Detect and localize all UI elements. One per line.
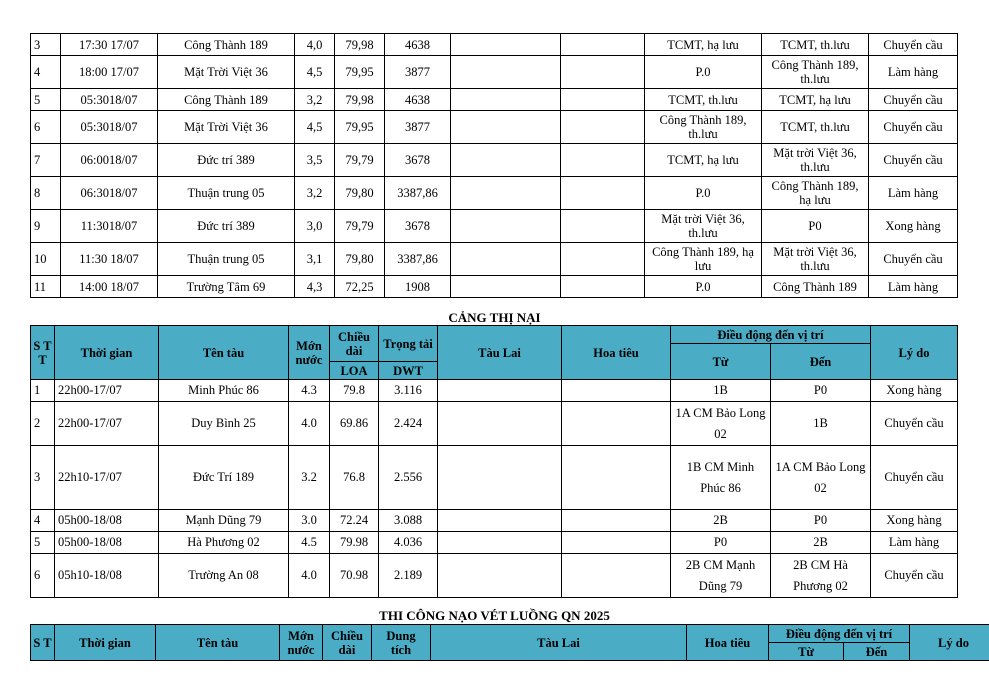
cell-pilot (561, 177, 645, 210)
cell-stt: 2 (31, 402, 55, 446)
cell-time: 11:3018/07 (61, 210, 158, 243)
cell-tonnage: 2.424 (379, 402, 438, 446)
cell-reason: Làm hàng (869, 56, 958, 89)
cell-tug (451, 276, 561, 298)
cell-length: 79,79 (335, 210, 385, 243)
cell-pilot (561, 89, 645, 111)
cell-stt: 10 (31, 243, 61, 276)
cell-ship-name: Đức trí 389 (158, 144, 295, 177)
cell-tug (451, 177, 561, 210)
cell-ship-name: Mạnh Dũng 79 (159, 510, 289, 532)
table-row (31, 532, 958, 554)
cell-tug (451, 210, 561, 243)
cell-ship-name: Công Thành 189 (158, 89, 295, 111)
cell-pilot (561, 56, 645, 89)
cell-draft: 3,1 (295, 243, 335, 276)
cell-pilot (561, 243, 645, 276)
cell-ship-name: Trường An 08 (159, 554, 289, 598)
header-length: Chiều dài (323, 625, 372, 661)
cell-tug (438, 554, 562, 598)
cell-tonnage: 3.116 (379, 380, 438, 402)
cell-tug (438, 402, 562, 446)
cell-stt: 11 (31, 276, 61, 298)
cell-from: 2B CM Mạnh Dũng 79 (671, 554, 771, 598)
cell-tug (451, 144, 561, 177)
cell-reason: Xong hàng (869, 210, 958, 243)
cell-tonnage: 4.036 (379, 532, 438, 554)
table-row (31, 144, 958, 177)
vessel-movement-table-thi-nai (30, 325, 958, 598)
cell-time: 06:0018/07 (61, 144, 158, 177)
cell-draft: 3.0 (289, 510, 330, 532)
header-volume: Dung tích (372, 625, 431, 661)
cell-reason: Xong hàng (871, 380, 958, 402)
cell-ship-name: Minh Phúc 86 (159, 380, 289, 402)
cell-from: Công Thành 189, hạ lưu (645, 243, 762, 276)
cell-pilot (561, 210, 645, 243)
header-length: Chiều dài (330, 326, 379, 362)
cell-from: P.0 (645, 177, 762, 210)
cell-length: 79.98 (330, 532, 379, 554)
cell-stt: 3 (31, 34, 61, 56)
cell-to: TCMT, th.lưu (762, 34, 869, 56)
cell-ship-name: Đức trí 389 (158, 210, 295, 243)
cell-draft: 3.2 (289, 446, 330, 510)
header-draft: Mớn nước (280, 625, 323, 661)
cell-to: 2B (771, 532, 871, 554)
cell-length: 76.8 (330, 446, 379, 510)
cell-draft: 3,0 (295, 210, 335, 243)
header-ship-name: Tên tàu (159, 326, 289, 380)
cell-ship-name: Duy Bình 25 (159, 402, 289, 446)
cell-tonnage: 2.189 (379, 554, 438, 598)
cell-stt: 5 (31, 89, 61, 111)
table-row (31, 554, 958, 598)
cell-ship-name: Thuận trung 05 (158, 177, 295, 210)
cell-from: TCMT, hạ lưu (645, 34, 762, 56)
table-row (31, 243, 958, 276)
cell-time: 11:30 18/07 (61, 243, 158, 276)
cell-ship-name: Hà Phương 02 (159, 532, 289, 554)
cell-draft: 4.3 (289, 380, 330, 402)
cell-to: Công Thành 189, th.lưu (762, 56, 869, 89)
cell-draft: 4,5 (295, 111, 335, 144)
cell-pilot (562, 446, 671, 510)
cell-tug (438, 380, 562, 402)
table-row (31, 276, 958, 298)
cell-draft: 3,5 (295, 144, 335, 177)
cell-ship-name: Mặt Trời Việt 36 (158, 56, 295, 89)
cell-length: 79,95 (335, 56, 385, 89)
header-time: Thời gian (55, 625, 156, 661)
cell-reason: Chuyển cầu (869, 144, 958, 177)
cell-from: 2B (671, 510, 771, 532)
cell-pilot (562, 532, 671, 554)
table-row (31, 34, 958, 56)
section-title-thi-nai: CẢNG THỊ NẠI (448, 310, 541, 325)
cell-ship-name: Công Thành 189 (158, 34, 295, 56)
table-row (31, 446, 958, 510)
cell-length: 69.86 (330, 402, 379, 446)
cell-reason: Chuyển cầu (869, 111, 958, 144)
header-pilot: Hoa tiêu (687, 625, 769, 661)
cell-time: 22h00-17/07 (55, 380, 159, 402)
header-reason: Lý do (910, 625, 989, 661)
section-title-dredging: THI CÔNG NẠO VÉT LUỒNG QN 2025 (379, 608, 610, 623)
cell-pilot (561, 276, 645, 298)
cell-draft: 4,0 (295, 34, 335, 56)
cell-pilot (562, 554, 671, 598)
cell-from: TCMT, th.lưu (645, 89, 762, 111)
cell-tonnage: 3678 (385, 210, 451, 243)
cell-reason: Xong hàng (871, 510, 958, 532)
cell-from: P.0 (645, 276, 762, 298)
cell-ship-name: Trường Tâm 69 (158, 276, 295, 298)
cell-to: P0 (771, 380, 871, 402)
cell-to: Công Thành 189, hạ lưu (762, 177, 869, 210)
header-tug: Tàu Lai (431, 625, 687, 661)
table-row (31, 380, 958, 402)
cell-time: 06:3018/07 (61, 177, 158, 210)
cell-reason: Làm hàng (869, 276, 958, 298)
cell-tug (451, 111, 561, 144)
cell-to: 1A CM Bảo Long 02 (771, 446, 871, 510)
cell-tonnage: 4638 (385, 89, 451, 111)
cell-from: Mặt trời Việt 36, th.lưu (645, 210, 762, 243)
cell-pilot (561, 111, 645, 144)
cell-from: P.0 (645, 56, 762, 89)
cell-draft: 4,3 (295, 276, 335, 298)
cell-time: 05:3018/07 (61, 89, 158, 111)
cell-length: 79.8 (330, 380, 379, 402)
cell-from: TCMT, hạ lưu (645, 144, 762, 177)
header-from: Từ (769, 643, 844, 661)
cell-time: 05h00-18/08 (55, 532, 159, 554)
cell-reason: Chuyển cầu (871, 554, 958, 598)
cell-tonnage: 3387,86 (385, 177, 451, 210)
header-stt: S T (31, 625, 55, 661)
cell-to: TCMT, hạ lưu (762, 89, 869, 111)
header-to: Đến (771, 344, 871, 380)
cell-length: 79,79 (335, 144, 385, 177)
cell-time: 05h00-18/08 (55, 510, 159, 532)
cell-to: P0 (771, 510, 871, 532)
cell-stt: 3 (31, 446, 55, 510)
table-row (31, 210, 958, 243)
cell-stt: 7 (31, 144, 61, 177)
cell-pilot (562, 402, 671, 446)
table-row (31, 89, 958, 111)
cell-time: 18:00 17/07 (61, 56, 158, 89)
cell-tonnage: 3877 (385, 111, 451, 144)
header-move-to: Điều động đến vị trí (769, 625, 910, 643)
header-ship-name: Tên tàu (156, 625, 280, 661)
dredging-table (30, 624, 989, 661)
cell-pilot (561, 34, 645, 56)
cell-stt: 6 (31, 111, 61, 144)
cell-reason: Chuyển cầu (871, 446, 958, 510)
cell-time: 22h10-17/07 (55, 446, 159, 510)
cell-tonnage: 2.556 (379, 446, 438, 510)
table-row (31, 177, 958, 210)
cell-from: P0 (671, 532, 771, 554)
header-move-to: Điều động đến vị trí (671, 326, 871, 344)
cell-tug (438, 532, 562, 554)
cell-to: Mặt trời Việt 36, th.lưu (762, 243, 869, 276)
cell-time: 14:00 18/07 (61, 276, 158, 298)
header-draft: Mớn nước (289, 326, 330, 380)
cell-reason: Chuyển cầu (869, 34, 958, 56)
cell-tug (451, 89, 561, 111)
cell-draft: 4.0 (289, 554, 330, 598)
cell-length: 70.98 (330, 554, 379, 598)
cell-time: 17:30 17/07 (61, 34, 158, 56)
cell-time: 22h00-17/07 (55, 402, 159, 446)
cell-draft: 4.0 (289, 402, 330, 446)
header-loa: LOA (330, 362, 379, 380)
cell-tug (451, 34, 561, 56)
cell-draft: 3,2 (295, 89, 335, 111)
cell-to: P0 (762, 210, 869, 243)
cell-stt: 5 (31, 532, 55, 554)
cell-tug (438, 510, 562, 532)
table-row (31, 56, 958, 89)
cell-tonnage: 3.088 (379, 510, 438, 532)
cell-tonnage: 4638 (385, 34, 451, 56)
cell-from: 1B CM Minh Phúc 86 (671, 446, 771, 510)
cell-length: 72.24 (330, 510, 379, 532)
cell-draft: 3,2 (295, 177, 335, 210)
cell-reason: Chuyển cầu (869, 89, 958, 111)
cell-to: 2B CM Hà Phương 02 (771, 554, 871, 598)
cell-length: 79,80 (335, 243, 385, 276)
cell-stt: 4 (31, 56, 61, 89)
cell-time: 05h10-18/08 (55, 554, 159, 598)
cell-stt: 8 (31, 177, 61, 210)
cell-to: Mặt trời Việt 36, th.lưu (762, 144, 869, 177)
cell-tug (438, 446, 562, 510)
cell-from: Công Thành 189, th.lưu (645, 111, 762, 144)
cell-ship-name: Mặt Trời Việt 36 (158, 111, 295, 144)
cell-stt: 1 (31, 380, 55, 402)
cell-tug (451, 243, 561, 276)
header-reason: Lý do (871, 326, 958, 380)
header-dwt: DWT (379, 362, 438, 380)
cell-to: Công Thành 189 (762, 276, 869, 298)
cell-reason: Làm hàng (869, 177, 958, 210)
cell-stt: 9 (31, 210, 61, 243)
cell-ship-name: Đức Trí 189 (159, 446, 289, 510)
header-from: Từ (671, 344, 771, 380)
cell-to: 1B (771, 402, 871, 446)
vessel-movement-table-1 (30, 33, 958, 298)
cell-pilot (562, 510, 671, 532)
table-row (31, 510, 958, 532)
cell-length: 79,98 (335, 34, 385, 56)
cell-tonnage: 3387,86 (385, 243, 451, 276)
cell-tug (451, 56, 561, 89)
cell-time: 05:3018/07 (61, 111, 158, 144)
cell-length: 72,25 (335, 276, 385, 298)
cell-draft: 4,5 (295, 56, 335, 89)
cell-length: 79,80 (335, 177, 385, 210)
header-tug: Tàu Lai (438, 326, 562, 380)
header-pilot: Hoa tiêu (562, 326, 671, 380)
table-row (31, 402, 958, 446)
cell-stt: 6 (31, 554, 55, 598)
cell-tonnage: 3877 (385, 56, 451, 89)
cell-to: TCMT, th.lưu (762, 111, 869, 144)
header-time: Thời gian (55, 326, 159, 380)
header-stt: S T T (31, 326, 55, 380)
cell-tonnage: 1908 (385, 276, 451, 298)
cell-length: 79,95 (335, 111, 385, 144)
cell-tonnage: 3678 (385, 144, 451, 177)
cell-reason: Chuyển cầu (871, 402, 958, 446)
cell-pilot (561, 144, 645, 177)
cell-draft: 4.5 (289, 532, 330, 554)
cell-from: 1A CM Bảo Long 02 (671, 402, 771, 446)
cell-from: 1B (671, 380, 771, 402)
cell-ship-name: Thuận trung 05 (158, 243, 295, 276)
table-row (31, 111, 958, 144)
cell-stt: 4 (31, 510, 55, 532)
cell-reason: Chuyển cầu (869, 243, 958, 276)
cell-length: 79,98 (335, 89, 385, 111)
header-tonnage: Trọng tải (379, 326, 438, 362)
cell-reason: Làm hàng (871, 532, 958, 554)
header-to: Đến (844, 643, 910, 661)
cell-pilot (562, 380, 671, 402)
